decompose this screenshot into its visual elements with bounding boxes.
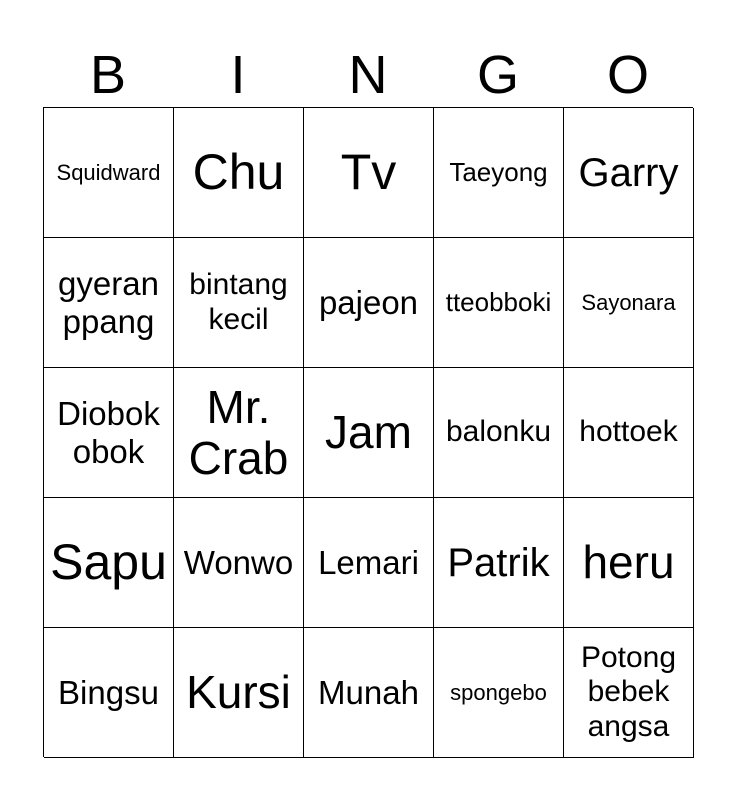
bingo-cell (174, 498, 304, 628)
cell-text: pajeon (318, 283, 419, 321)
cell-text: Potong bebek angsa (580, 640, 677, 743)
header-letter-g: G (476, 45, 519, 105)
cell-text: hottoek (579, 415, 678, 449)
cell-text: bintang kecil (189, 268, 288, 336)
bingo-cell (44, 238, 174, 368)
cell-text: Taeyong (449, 156, 548, 187)
bingo-cell (44, 498, 174, 628)
bingo-cell (174, 108, 304, 238)
cell-text: balonku (445, 415, 552, 449)
bingo-cell (304, 628, 434, 758)
cell-text: Tv (340, 144, 397, 200)
cell-text: Sayonara (581, 289, 676, 315)
cell-text: Diobok obok (57, 394, 160, 470)
cell-text: Jam (325, 406, 412, 459)
cell-text: Squidward (56, 159, 161, 185)
bingo-cell (564, 238, 694, 368)
bingo-cell (174, 238, 304, 368)
bingo-cell (44, 368, 174, 498)
bingo-cell (434, 108, 564, 238)
bingo-cell (564, 368, 694, 498)
cell-text: Bingsu (58, 673, 159, 711)
cell-text: Chu (192, 144, 285, 200)
cell-text: Kursi (186, 666, 291, 719)
header-letter-i: I (230, 45, 246, 105)
bingo-cell (434, 628, 564, 758)
bingo-cell (564, 108, 694, 238)
bingo-cell (564, 498, 694, 628)
cell-text: Patrik (447, 540, 550, 585)
header-letter-b: B (89, 45, 127, 105)
cell-text: Sapu (50, 534, 167, 590)
bingo-board (43, 107, 693, 757)
cell-text: Lemari (318, 543, 419, 581)
bingo-cell (44, 108, 174, 238)
bingo-cell (434, 368, 564, 498)
header-letter-n: N (348, 45, 388, 105)
bingo-cell (44, 628, 174, 758)
cell-text: Mr. Crab (188, 380, 289, 484)
bingo-cell (434, 498, 564, 628)
cell-text: Munah (318, 673, 419, 711)
bingo-cell (304, 108, 434, 238)
bingo-cell (304, 368, 434, 498)
cell-text: heru (582, 536, 675, 589)
bingo-cell (174, 628, 304, 758)
cell-text: Garry (578, 150, 679, 195)
bingo-header (43, 44, 693, 106)
bingo-cell (434, 238, 564, 368)
bingo-cell (174, 368, 304, 498)
bingo-cell (304, 498, 434, 628)
cell-text: spongebo (450, 679, 547, 705)
bingo-cell (564, 628, 694, 758)
header-letter-o: O (606, 45, 649, 105)
cell-text: Wonwo (183, 543, 294, 581)
cell-text: gyeran ppang (58, 264, 159, 340)
cell-text: tteobboki (445, 286, 552, 317)
bingo-cell (304, 238, 434, 368)
